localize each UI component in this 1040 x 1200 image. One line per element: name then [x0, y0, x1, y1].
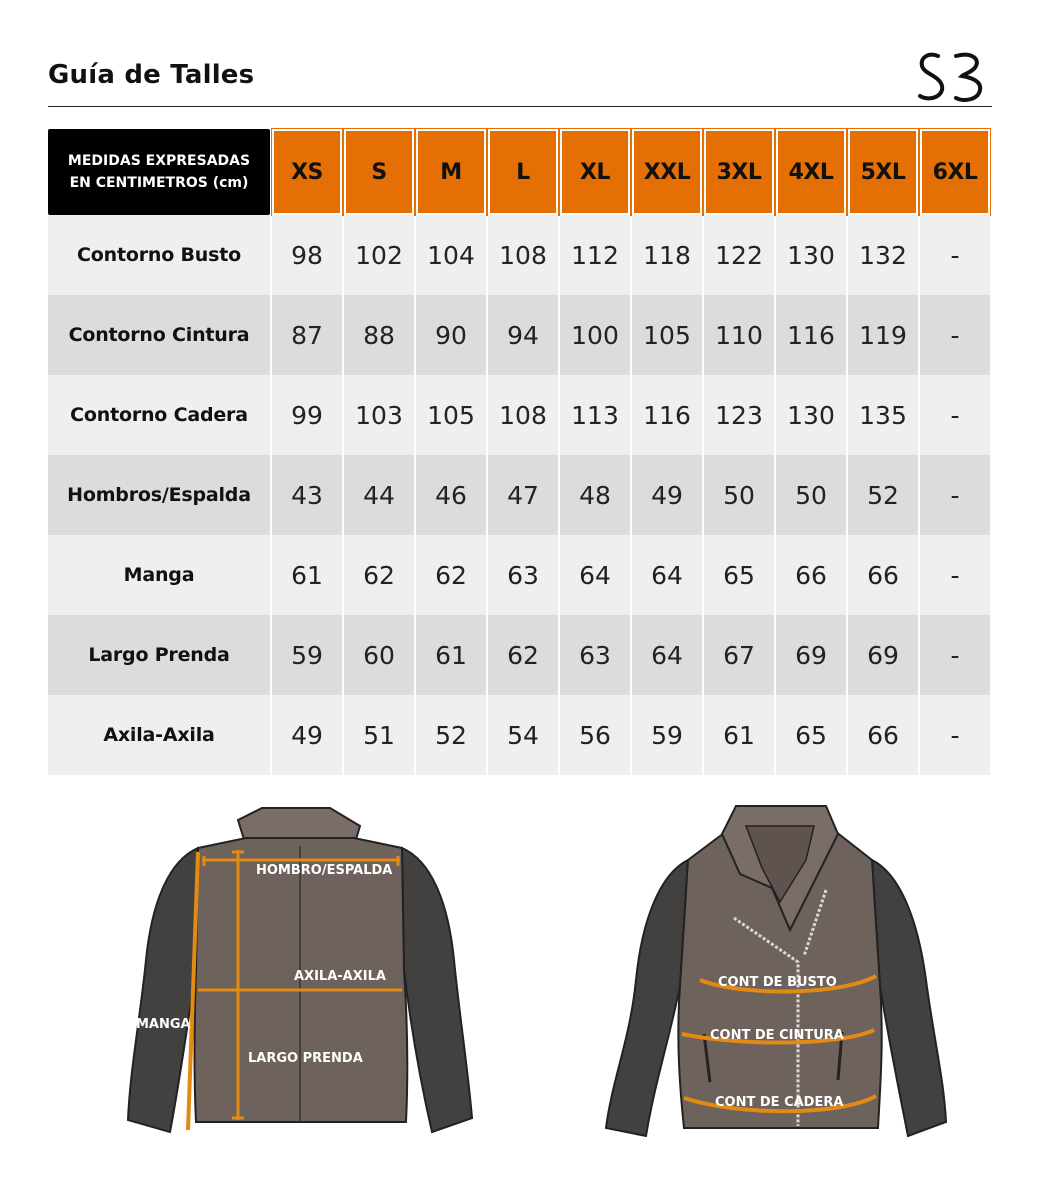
- table-cell: 64: [560, 535, 630, 615]
- table-cell: 66: [848, 535, 918, 615]
- table-cell: 62: [416, 535, 486, 615]
- table-cell: 60: [344, 615, 414, 695]
- table-cell: 62: [344, 535, 414, 615]
- table-cell: 135: [848, 375, 918, 455]
- table-cell: 43: [272, 455, 342, 535]
- label-axila-axila: AXILA-AXILA: [294, 969, 386, 984]
- table-cell: 64: [632, 535, 702, 615]
- size-header-s: [344, 129, 414, 215]
- jacket-front-view: [606, 806, 946, 1136]
- table-cell: 94: [488, 295, 558, 375]
- table-cell: -: [920, 375, 990, 455]
- table-cell: 52: [416, 695, 486, 775]
- row-label: Contorno Busto: [48, 215, 270, 295]
- size-header-label: 6XL: [932, 159, 978, 185]
- table-cell: 100: [560, 295, 630, 375]
- row-label: Axila-Axila: [48, 695, 270, 775]
- row-label: Contorno Cadera: [48, 375, 270, 455]
- table-cell: 132: [848, 215, 918, 295]
- table-cell: 49: [272, 695, 342, 775]
- table-cell: 56: [560, 695, 630, 775]
- brand-logo: [916, 50, 988, 104]
- table-cell: 61: [272, 535, 342, 615]
- label-hombro-espalda: HOMBRO/ESPALDA: [256, 863, 393, 878]
- table-cell: 62: [488, 615, 558, 695]
- row-label: Manga: [48, 535, 270, 615]
- table-cell: 52: [848, 455, 918, 535]
- size-header-3xl: [704, 129, 774, 215]
- table-cell: 59: [272, 615, 342, 695]
- table-cell: 130: [776, 375, 846, 455]
- table-cell: 104: [416, 215, 486, 295]
- table-cell: 108: [488, 375, 558, 455]
- row-label: Largo Prenda: [48, 615, 270, 695]
- size-header-label: XS: [291, 159, 323, 185]
- table-cell: 122: [704, 215, 774, 295]
- table-cell: -: [920, 295, 990, 375]
- size-header-xxl: [632, 129, 702, 215]
- table-cell: 90: [416, 295, 486, 375]
- table-cell: 116: [632, 375, 702, 455]
- table-cell: 61: [416, 615, 486, 695]
- table-cell: 130: [776, 215, 846, 295]
- row-label: Contorno Cintura: [48, 295, 270, 375]
- size-header-xs: [272, 129, 342, 215]
- size-header-5xl: [848, 129, 918, 215]
- table-cell: 51: [344, 695, 414, 775]
- size-header-label: 4XL: [788, 159, 834, 185]
- table-cell: 123: [704, 375, 774, 455]
- size-header-label: XL: [580, 159, 610, 185]
- size-header-label: L: [516, 159, 530, 185]
- size-header-label: XXL: [643, 159, 691, 185]
- size-header-6xl: [920, 129, 990, 215]
- table-cell: 69: [848, 615, 918, 695]
- table-cell: -: [920, 455, 990, 535]
- table-cell: 98: [272, 215, 342, 295]
- table-cell: 63: [560, 615, 630, 695]
- table-cell: 119: [848, 295, 918, 375]
- size-header-label: 5XL: [860, 159, 906, 185]
- table-cell: 99: [272, 375, 342, 455]
- label-cont-cintura: CONT DE CINTURA: [710, 1028, 844, 1043]
- table-cell: 49: [632, 455, 702, 535]
- table-cell: -: [920, 615, 990, 695]
- table-cell: 65: [776, 695, 846, 775]
- jacket-measurement-diagram: [0, 790, 1040, 1190]
- table-cell: -: [920, 215, 990, 295]
- table-cell: 113: [560, 375, 630, 455]
- size-chart-table: [48, 129, 990, 775]
- table-cell: 64: [632, 615, 702, 695]
- page-title: Guía de Talles: [48, 60, 255, 90]
- size-header-xl: [560, 129, 630, 215]
- table-cell: -: [920, 695, 990, 775]
- row-label: Hombros/Espalda: [48, 455, 270, 535]
- table-cell: 48: [560, 455, 630, 535]
- title-divider: [48, 106, 992, 107]
- jacket-back-view: [128, 808, 472, 1132]
- table-cell: 102: [344, 215, 414, 295]
- table-cell: 50: [776, 455, 846, 535]
- table-cell: 66: [848, 695, 918, 775]
- size-header-label: S: [371, 159, 387, 185]
- size-header-4xl: [776, 129, 846, 215]
- size-header-m: [416, 129, 486, 215]
- size-header-l: [488, 129, 558, 215]
- table-cell: 105: [632, 295, 702, 375]
- table-cell: 116: [776, 295, 846, 375]
- table-cell: 108: [488, 215, 558, 295]
- table-cell: 110: [704, 295, 774, 375]
- label-cont-cadera: CONT DE CADERA: [715, 1095, 844, 1110]
- table-cell: 50: [704, 455, 774, 535]
- units-header: MEDIDAS EXPRESADAS EN CENTIMETROS (cm): [48, 129, 270, 215]
- table-cell: -: [920, 535, 990, 615]
- label-manga: MANGA: [136, 1017, 191, 1032]
- table-cell: 105: [416, 375, 486, 455]
- table-cell: 87: [272, 295, 342, 375]
- table-cell: 69: [776, 615, 846, 695]
- table-cell: 54: [488, 695, 558, 775]
- table-cell: 44: [344, 455, 414, 535]
- table-cell: 66: [776, 535, 846, 615]
- table-cell: 59: [632, 695, 702, 775]
- label-cont-busto: CONT DE BUSTO: [718, 975, 837, 990]
- table-cell: 67: [704, 615, 774, 695]
- table-cell: 118: [632, 215, 702, 295]
- table-cell: 61: [704, 695, 774, 775]
- table-cell: 65: [704, 535, 774, 615]
- table-cell: 47: [488, 455, 558, 535]
- table-cell: 46: [416, 455, 486, 535]
- label-largo-prenda: LARGO PRENDA: [248, 1051, 363, 1066]
- size-header-label: 3XL: [716, 159, 762, 185]
- size-header-label: M: [440, 159, 462, 185]
- table-cell: 63: [488, 535, 558, 615]
- table-cell: 112: [560, 215, 630, 295]
- table-cell: 103: [344, 375, 414, 455]
- table-cell: 88: [344, 295, 414, 375]
